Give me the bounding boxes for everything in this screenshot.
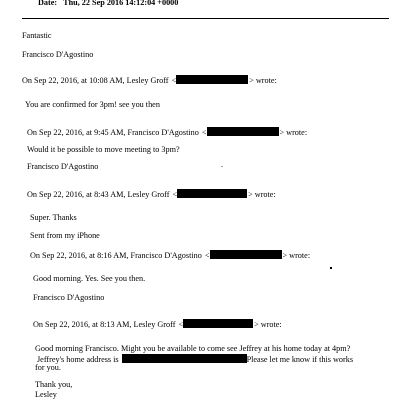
message-line: for you. [35,363,61,372]
reply-text: Fantastic [22,31,52,40]
quote-5-lt: < [178,320,184,329]
message-line: Super. Thanks [30,213,77,222]
quote-4-lt: < [204,251,210,260]
quote-header-3-wrote: wrote: [254,190,276,199]
message-line: Good morning Francisco. Might you be available to come see Jeffrey at his home today at 4pm? [35,344,351,353]
message-line: Good morning. Yes. See you then. [33,274,146,283]
date-value: Thu, 22 Sep 2016 14:12:04 +0000 [63,0,179,7]
quote-header-5 [33,319,282,329]
quote-header-3 [27,189,276,199]
address-suffix: Please let me know if this works [246,355,354,364]
redaction-box [176,75,248,84]
redaction-box [183,319,253,328]
reply-signature: Francisco D'Agostino [22,50,94,59]
address-prefix: Jeffrey's home address is [37,355,119,364]
quote-1-gt: > [249,76,254,85]
quote-3-gt: > [248,190,253,199]
quote-header-2-text: On Sep 22, 2016, at 9:45 AM, Francisco D'Agostino [27,128,199,137]
message-line: Would it be possible to move meeting to 3pm? [27,145,180,154]
quote-header-2 [27,127,307,137]
quote-header-2-wrote: wrote: [286,128,308,137]
stray-mark: . [221,160,224,169]
quote-3-lt: < [172,190,178,199]
quote-header-1 [22,75,277,85]
message-line: Sent from my iPhone [30,231,100,240]
quote-2-lt: < [201,128,207,137]
message-signature: Francisco D'Agostino [27,162,99,171]
address-line [37,354,353,364]
redaction-box [207,127,279,136]
quote-2-gt: > [279,128,285,137]
redaction-box [122,354,247,363]
stray-dot [330,267,332,269]
message-line: You are confirmed for 3pm! see you then [25,100,160,109]
message-signature: Francisco D'Agostino [33,293,105,302]
quote-4-gt: > [282,251,288,260]
quote-header-4-text: On Sep 22, 2016, at 8:16 AM, Francisco D'Agostino [30,251,202,260]
quote-header-4 [30,250,310,260]
message-closing: Thank you, [35,380,73,389]
quote-1-lt: < [171,76,177,85]
quote-header-1-text: On Sep 22, 2016, at 10:08 AM, Lesley Groff [22,76,169,85]
header-divider [22,18,389,19]
quote-header-4-wrote: wrote: [289,251,311,260]
date-header [38,0,178,7]
quote-5-gt: > [254,320,259,329]
redaction-box [177,189,247,198]
quote-header-1-wrote: wrote: [255,76,277,85]
redaction-box [210,250,282,259]
quote-header-5-text: On Sep 22, 2016, at 8:13 AM, Lesley Groff [33,320,176,329]
quote-header-5-wrote: wrote: [260,320,282,329]
quote-header-3-text: On Sep 22, 2016, at 8:43 AM, Lesley Groff [27,190,170,199]
message-signature: Lesley [35,390,57,399]
date-label: Date: [38,0,58,7]
